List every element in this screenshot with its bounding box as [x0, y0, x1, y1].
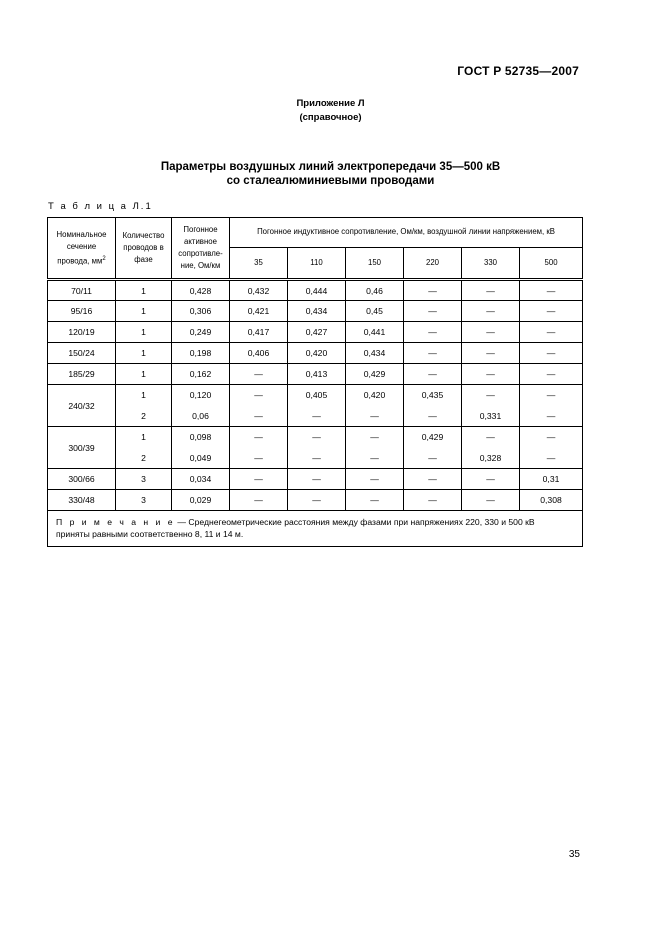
table-label: Т а б л и ц а Л.1 — [48, 201, 153, 212]
cell-count: 2 — [116, 406, 172, 427]
cell-section: 300/66 — [48, 469, 116, 490]
cell-active: 0,306 — [172, 301, 230, 322]
note-text: — Среднегеометрические расстояния между фазами при напряжениях 220, 330 и 500 кВ — [175, 517, 535, 527]
cell-active: 0,249 — [172, 322, 230, 343]
table-row — [48, 406, 583, 427]
table-row — [48, 322, 583, 343]
cell-inductive: 0,435 — [404, 385, 462, 406]
cell-inductive: — — [404, 322, 462, 343]
header-voltage: 330 — [462, 247, 520, 279]
cell-inductive: — — [288, 490, 346, 511]
header-count-line: Количество — [122, 231, 165, 240]
standard-number: ГОСТ Р 52735—2007 — [457, 64, 579, 78]
cell-inductive: — — [520, 280, 583, 301]
cell-active: 0,029 — [172, 490, 230, 511]
cell-inductive: 0,45 — [346, 301, 404, 322]
note-label: П р и м е ч а н и е — [56, 517, 176, 527]
page-number: 35 — [568, 849, 580, 860]
cell-inductive: 0,31 — [520, 469, 583, 490]
parameters-table — [47, 217, 583, 547]
header-count-line: фазе — [134, 255, 153, 264]
header-voltage: 35 — [230, 247, 288, 279]
header-inductive: Погонное индуктивное сопротивление, Ом/км, воздушной линии напряжением, кВ — [230, 218, 583, 248]
cell-count: 1 — [116, 385, 172, 406]
cell-inductive: — — [404, 469, 462, 490]
cell-inductive: — — [230, 490, 288, 511]
cell-inductive: — — [520, 343, 583, 364]
cell-active: 0,06 — [172, 406, 230, 427]
header-active-line: активное — [184, 237, 217, 246]
table-note — [48, 511, 583, 547]
cell-section: 330/48 — [48, 490, 116, 511]
header-active-line: ние, Ом/км — [180, 261, 221, 270]
cell-inductive: 0,406 — [230, 343, 288, 364]
cell-inductive: 0,429 — [346, 364, 404, 385]
cell-inductive: 0,405 — [288, 385, 346, 406]
cell-inductive: — — [520, 448, 583, 469]
cell-inductive: 0,46 — [346, 280, 404, 301]
header-section-line — [48, 253, 115, 268]
note-text-2: приняты равными соответственно 8, 11 и 14 м. — [56, 529, 244, 539]
cell-section: 150/24 — [48, 343, 116, 364]
header-section — [48, 218, 116, 280]
header-count-line: проводов в — [123, 243, 164, 252]
appendix-heading — [0, 97, 661, 125]
cell-count: 3 — [116, 469, 172, 490]
cell-inductive: — — [520, 364, 583, 385]
cell-section: 120/19 — [48, 322, 116, 343]
cell-count: 1 — [116, 343, 172, 364]
cell-inductive: — — [462, 490, 520, 511]
cell-active: 0,428 — [172, 280, 230, 301]
cell-inductive: — — [462, 364, 520, 385]
header-voltage: 150 — [346, 247, 404, 279]
cell-inductive: — — [288, 406, 346, 427]
cell-inductive: — — [404, 448, 462, 469]
cell-inductive: 0,420 — [288, 343, 346, 364]
cell-inductive: — — [462, 322, 520, 343]
cell-inductive: — — [404, 301, 462, 322]
table-row — [48, 280, 583, 301]
cell-count: 1 — [116, 427, 172, 448]
cell-section: 300/39 — [48, 427, 116, 469]
table-row — [48, 469, 583, 490]
cell-inductive: — — [346, 406, 404, 427]
cell-inductive: — — [346, 490, 404, 511]
header-section-text: провода, мм — [57, 256, 103, 266]
cell-inductive: 0,417 — [230, 322, 288, 343]
table-row — [48, 301, 583, 322]
cell-section: 95/16 — [48, 301, 116, 322]
cell-inductive: — — [230, 364, 288, 385]
header-section-line: сечение — [66, 241, 97, 251]
cell-count: 2 — [116, 448, 172, 469]
cell-inductive: 0,434 — [288, 301, 346, 322]
cell-inductive: 0,413 — [288, 364, 346, 385]
cell-inductive: — — [404, 280, 462, 301]
cell-inductive: — — [230, 406, 288, 427]
cell-section: 70/11 — [48, 280, 116, 301]
cell-inductive: 0,429 — [404, 427, 462, 448]
cell-inductive: — — [230, 469, 288, 490]
cell-inductive: — — [346, 469, 404, 490]
cell-inductive: 0,427 — [288, 322, 346, 343]
cell-count: 1 — [116, 364, 172, 385]
cell-inductive: — — [404, 364, 462, 385]
cell-inductive: — — [520, 406, 583, 427]
cell-inductive: 0,432 — [230, 280, 288, 301]
cell-count: 1 — [116, 322, 172, 343]
appendix-type: (справочное) — [299, 112, 362, 123]
cell-inductive: — — [404, 343, 462, 364]
cell-count: 1 — [116, 280, 172, 301]
cell-inductive: 0,328 — [462, 448, 520, 469]
cell-inductive: — — [404, 490, 462, 511]
cell-section: 185/29 — [48, 364, 116, 385]
cell-inductive: 0,308 — [520, 490, 583, 511]
cell-inductive: 0,420 — [346, 385, 404, 406]
header-section-sup: 2 — [102, 255, 106, 262]
title-line-1: Параметры воздушных линий электропередачи 35—500 кВ — [160, 161, 501, 173]
cell-inductive: 0,331 — [462, 406, 520, 427]
cell-inductive: — — [404, 406, 462, 427]
header-voltage: 110 — [288, 247, 346, 279]
cell-inductive: 0,444 — [288, 280, 346, 301]
table-row — [48, 448, 583, 469]
header-section-line: Номинальное — [56, 229, 107, 239]
cell-inductive: — — [520, 322, 583, 343]
cell-active: 0,120 — [172, 385, 230, 406]
cell-inductive: 0,434 — [346, 343, 404, 364]
cell-active: 0,198 — [172, 343, 230, 364]
cell-inductive: — — [346, 448, 404, 469]
title-line-2: со сталеалюминиевыми проводами — [226, 175, 435, 187]
cell-inductive: — — [230, 385, 288, 406]
header-active-line: Погонное — [183, 225, 218, 234]
cell-inductive: — — [462, 280, 520, 301]
cell-inductive: — — [462, 427, 520, 448]
cell-inductive: — — [462, 469, 520, 490]
cell-inductive: — — [346, 427, 404, 448]
cell-inductive: — — [520, 427, 583, 448]
table-row — [48, 385, 583, 406]
cell-inductive: — — [520, 385, 583, 406]
header-active-line: сопротивле- — [178, 249, 223, 258]
cell-active: 0,049 — [172, 448, 230, 469]
cell-inductive: — — [288, 448, 346, 469]
table-row — [48, 427, 583, 448]
cell-inductive: — — [462, 385, 520, 406]
cell-section: 240/32 — [48, 385, 116, 427]
cell-inductive: — — [230, 448, 288, 469]
cell-inductive: — — [462, 301, 520, 322]
appendix-title: Приложение Л — [296, 98, 365, 109]
cell-inductive: — — [462, 343, 520, 364]
header-active — [172, 218, 230, 280]
cell-active: 0,034 — [172, 469, 230, 490]
cell-count: 1 — [116, 301, 172, 322]
table-row — [48, 490, 583, 511]
cell-inductive: 0,441 — [346, 322, 404, 343]
cell-active: 0,162 — [172, 364, 230, 385]
header-voltage: 500 — [520, 247, 583, 279]
cell-count: 3 — [116, 490, 172, 511]
cell-inductive: — — [288, 427, 346, 448]
cell-inductive: 0,421 — [230, 301, 288, 322]
header-count — [116, 218, 172, 280]
document-title — [0, 160, 661, 188]
table-row — [48, 364, 583, 385]
table-row — [48, 343, 583, 364]
cell-inductive: — — [288, 469, 346, 490]
header-voltage: 220 — [404, 247, 462, 279]
cell-active: 0,098 — [172, 427, 230, 448]
cell-inductive: — — [230, 427, 288, 448]
cell-inductive: — — [520, 301, 583, 322]
